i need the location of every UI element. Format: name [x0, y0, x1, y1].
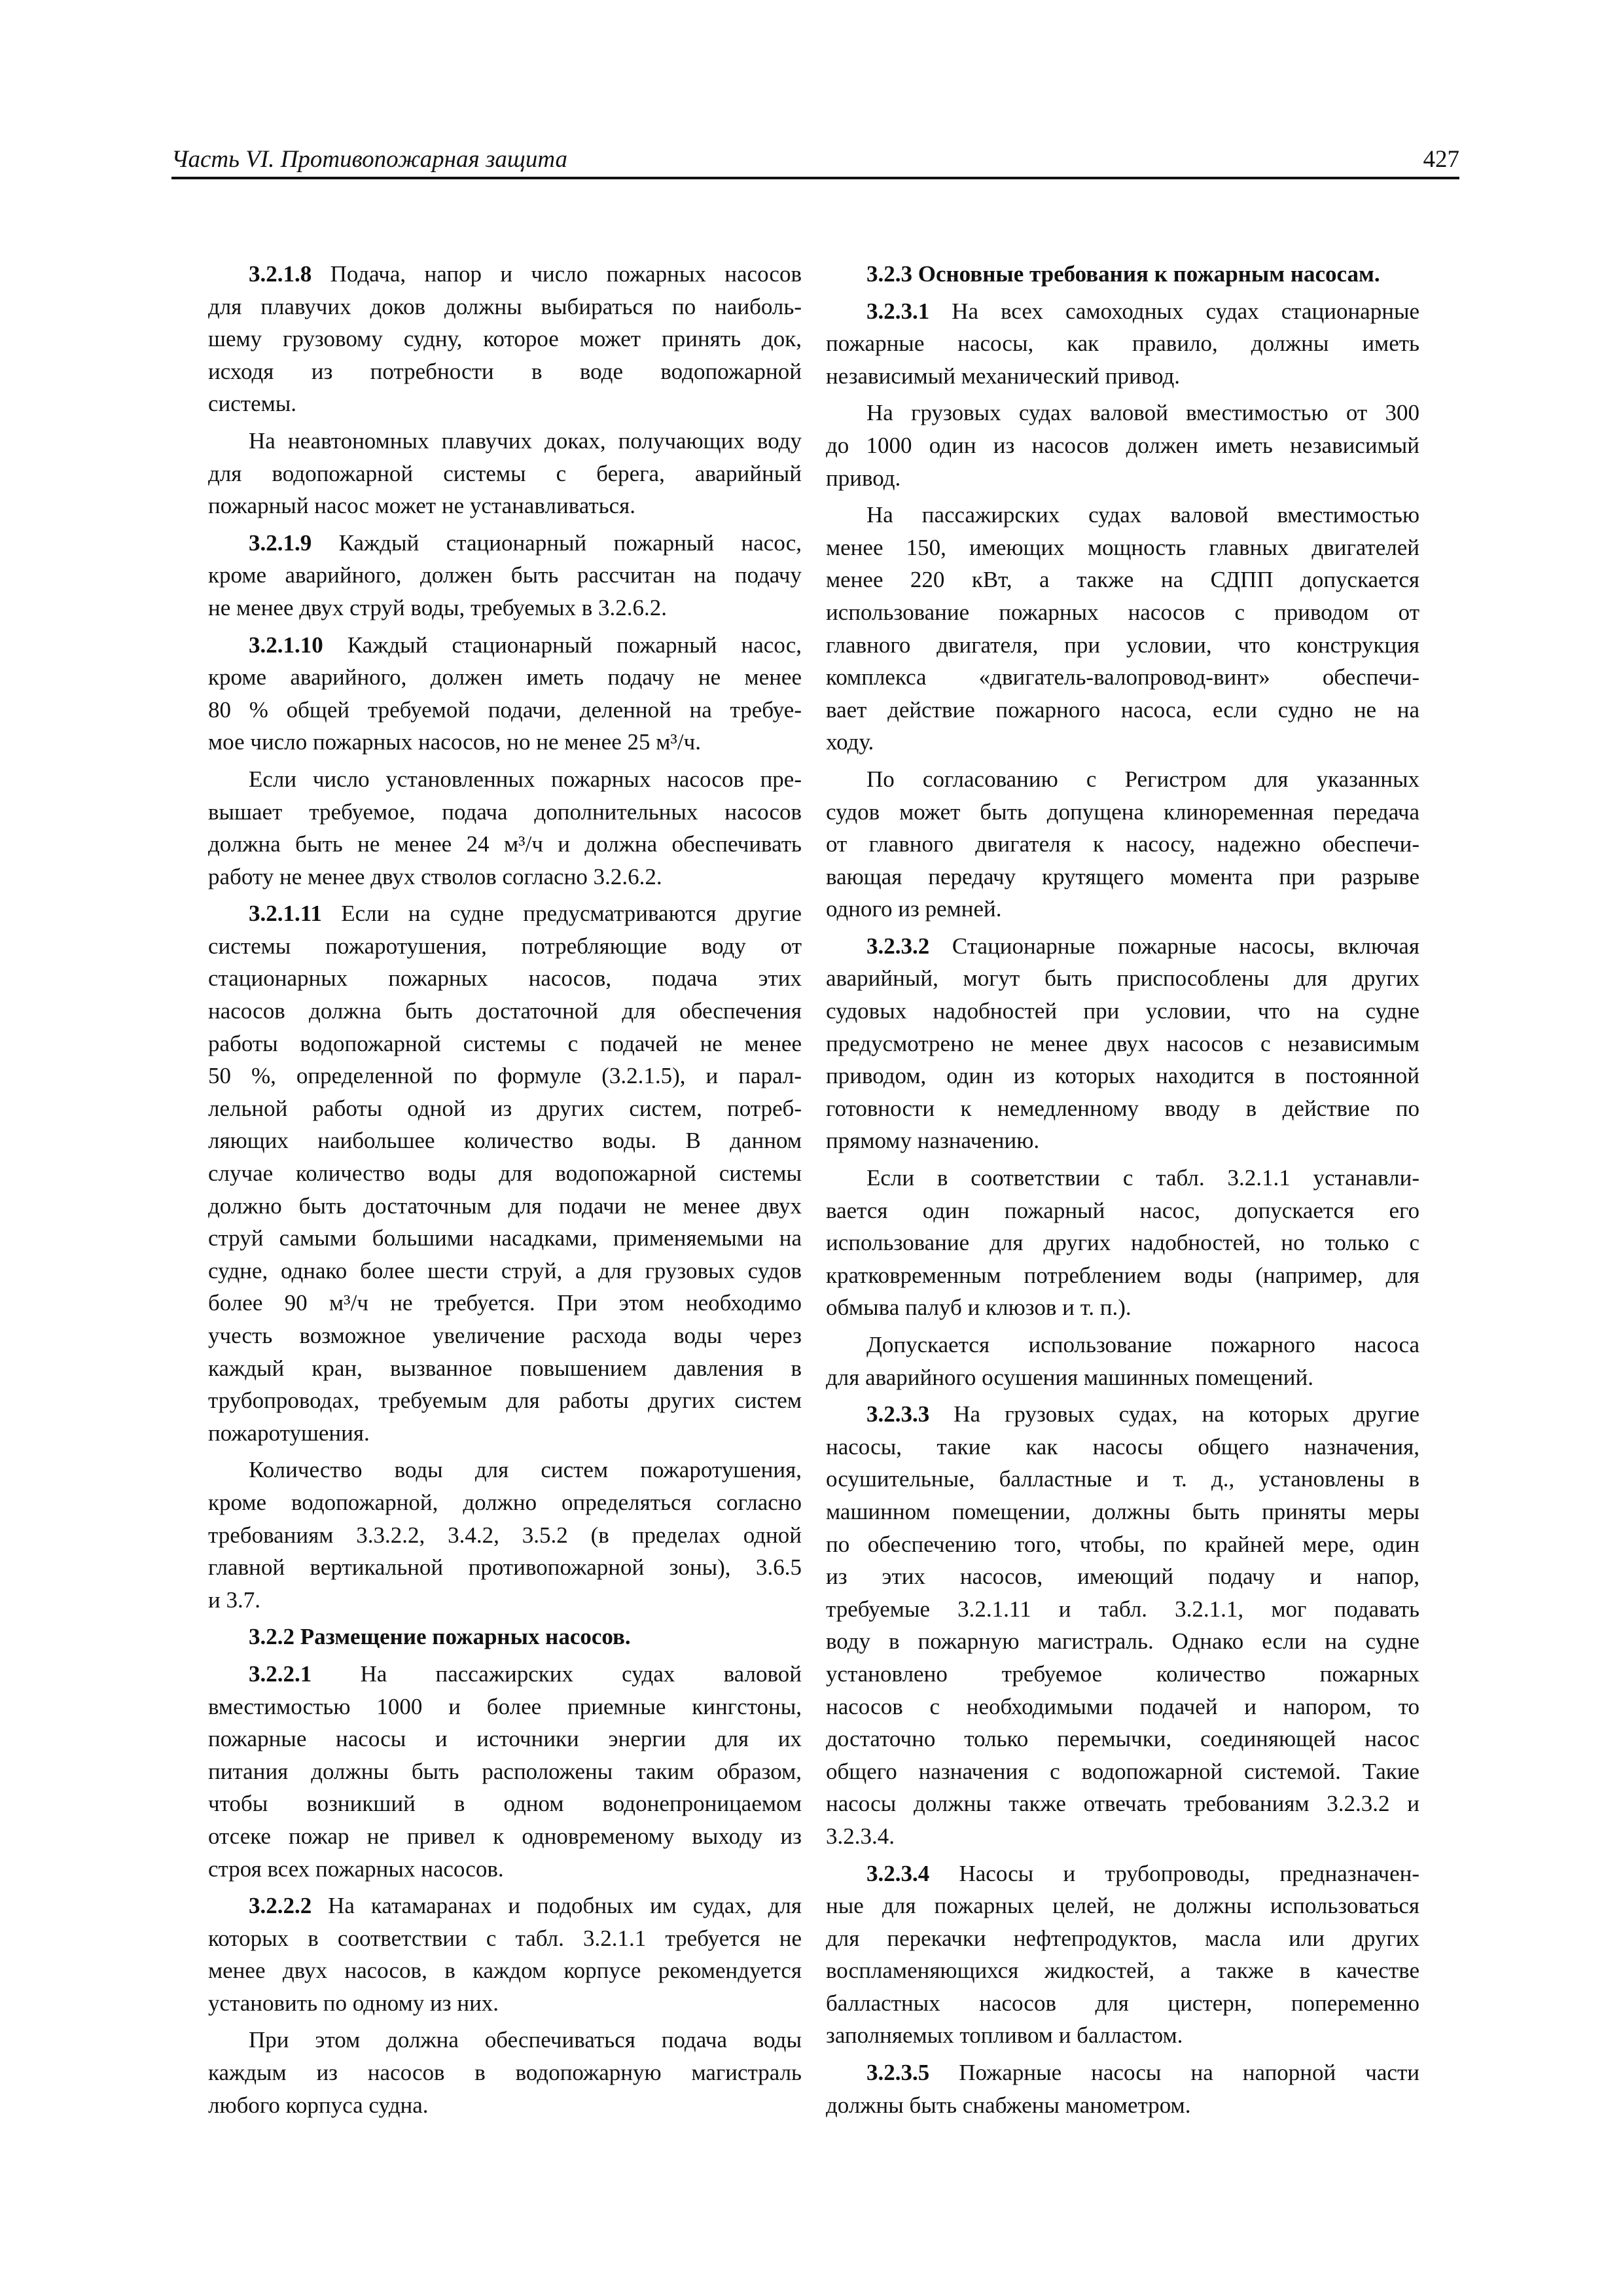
clause-text: Насосы и трубопроводы, предназначен- [929, 1860, 1419, 1886]
text-line: использование для других надобностей, но только с [826, 1230, 1419, 1256]
text-line: машинном помещении, должны быть приняты меры [826, 1498, 1419, 1524]
clause-first-line [826, 295, 1419, 328]
text-line: Допускается использование пожарного насоса [866, 1332, 1419, 1357]
clause-first-line [826, 1857, 1419, 1890]
text-line: ляющих наибольшее количество воды. В данном [208, 1128, 802, 1154]
text-line: достаточно только перемычки, соединяющей насос [826, 1726, 1419, 1752]
text-line: из этих насосов, имеющий подачу и напор, [826, 1564, 1419, 1590]
clause-number: 3.2.3.1 [866, 298, 930, 324]
text-line: предусмотрено не менее двух насосов с независимым [826, 1030, 1419, 1056]
text-line: установлено требуемое количество пожарных [826, 1660, 1419, 1687]
clause-number: 3.2.1.11 [249, 901, 322, 927]
text-line: судовых надобностей при условии, что на судне [826, 998, 1419, 1024]
text-line: вместимостью 1000 и более приемные кингстоны, [208, 1693, 802, 1719]
text-line: питания должны быть расположены таким образом, [208, 1758, 802, 1784]
text-line: вающая передачу крутящего момента при разрыве [826, 863, 1419, 889]
right-column [826, 258, 1419, 2121]
text-line: работу не менее двух стволов согласно 3.2.6.2. [208, 863, 662, 889]
clause-first-line [208, 527, 802, 560]
text-line: общего назначения с водопожарной системой. Такие [826, 1758, 1419, 1784]
clause-text: На грузовых судах, на которых другие [929, 1401, 1419, 1427]
clause-first-line [208, 1658, 802, 1691]
text-line: каждый кран, вызванное повышением давления в [208, 1355, 802, 1381]
text-line: для аварийного осушения машинных помещений. [826, 1364, 1313, 1390]
text-line: для перекачки нефтепродуктов, масла или других [826, 1925, 1419, 1951]
text-line: менее 150, имеющих мощность главных двигателей [826, 534, 1419, 560]
text-line: чтобы возникший в одном водонепроницаемом [208, 1791, 802, 1817]
text-line: насосы, такие как насосы общего назначения, [826, 1433, 1419, 1460]
clause-first-line [826, 2056, 1419, 2089]
text-line: от главного двигателя к насосу, надежно обеспечи- [826, 831, 1419, 857]
text-line: насосов должна быть достаточной для обеспечения [208, 998, 802, 1024]
text-line: стационарных пожарных насосов, подача этих [208, 965, 802, 992]
text-line: системы. [208, 391, 297, 417]
text-line: менее двух насосов, в каждом корпусе рекомендуется [208, 1958, 802, 1984]
text-line: использование пожарных насосов с приводом от [826, 599, 1419, 625]
clause-number: 3.2.3.2 [866, 933, 930, 959]
text-line: отсеке пожар не привел к одновременому выходу из [208, 1823, 802, 1849]
text-line: комплекса «двигатель-валопровод-винт» обеспечи- [826, 664, 1419, 691]
text-line: На неавтономных плавучих доках, получающих воду [249, 427, 802, 454]
clause-text: Стационарные пожарные насосы, включая [929, 933, 1419, 959]
clause-text: На пассажирских судах валовой [312, 1660, 802, 1687]
text-line: вает действие пожарного насоса, если судно не на [826, 696, 1419, 723]
text-line: случае количество воды для водопожарной системы [208, 1160, 802, 1187]
text-line: для водопожарной системы с берега, аварийный [208, 460, 802, 486]
page-header [171, 143, 1459, 177]
text-line: системы пожаротушения, потребляющие воду от [208, 933, 802, 959]
clause-number: 3.2.3.5 [866, 2060, 930, 2086]
clause-first-line [208, 258, 802, 291]
text-line: должна быть не менее 24 м³/ч и должна обеспечивать [208, 831, 802, 857]
clause-first-line [208, 897, 802, 930]
text-line: должно быть достаточным для подачи не менее двух [208, 1193, 802, 1219]
text-line: и 3.7. [208, 1587, 260, 1613]
text-line: приводом, один из которых находится в постоянной [826, 1063, 1419, 1089]
text-line: На грузовых судах валовой вместимостью от 300 [866, 400, 1419, 426]
header-rule [171, 177, 1459, 179]
left-column [208, 258, 802, 2121]
running-title: Часть VI. Противопожарная защита [171, 146, 568, 173]
text-line: учесть возможное увеличение расхода воды через [208, 1323, 802, 1348]
text-line: одного из ремней. [826, 896, 1002, 922]
text-line: трубопроводах, требуемым для работы других систем [208, 1388, 802, 1414]
text-line: кроме аварийного, должен иметь подачу не менее [208, 664, 802, 691]
text-line: осушительные, балластные и т. д., установлены в [826, 1466, 1419, 1492]
text-line: требованиям 3.3.2.2, 3.4.2, 3.5.2 (в пределах одной [208, 1522, 802, 1548]
text-line: кроме водопожарной, должно определяться согласно [208, 1489, 802, 1515]
text-line: пожарные насосы, как правило, должны иметь [826, 331, 1419, 357]
clause-number: 3.2.1.8 [249, 261, 312, 287]
text-line: прямому назначению. [826, 1128, 1040, 1154]
text-line: воду в пожарную магистраль. Однако если на судне [826, 1628, 1419, 1655]
section-heading: 3.2.3 Основные требования к пожарным насосам. [866, 261, 1380, 287]
clause-text: На катамаранах и подобных им судах, для [312, 1893, 802, 1919]
clause-number: 3.2.1.10 [249, 632, 323, 658]
clause-text: Пожарные насосы на напорной части [929, 2060, 1419, 2086]
text-line: до 1000 один из насосов должен иметь независимый [826, 432, 1419, 458]
text-line: ходу. [826, 729, 874, 755]
clause-text: Каждый стационарный пожарный насос, [323, 632, 802, 658]
text-line: исходя из потребности в воде водопожарной [208, 358, 802, 384]
text-line: не менее двух струй воды, требуемых в 3.2.6.2. [208, 594, 668, 620]
text-line: вышает требуемое, подача дополнительных насосов [208, 798, 802, 825]
text-line: привод. [826, 465, 901, 491]
text-line: каждым из насосов в водопожарную магистраль [208, 2060, 802, 2086]
text-line: независимый механический привод. [826, 363, 1181, 389]
text-line: строя всех пожарных насосов. [208, 1856, 504, 1882]
text-line: Если в соответствии с табл. 3.2.1.1 устанавли- [866, 1165, 1419, 1191]
page-number: 427 [1423, 146, 1459, 173]
clause-first-line [826, 1398, 1419, 1431]
text-line: вается один пожарный насос, допускается его [826, 1197, 1419, 1223]
text-line: При этом должна обеспечиваться подача воды [249, 2027, 802, 2053]
text-line: ные для пожарных целей, не должны использоваться [826, 1893, 1419, 1919]
text-line: насосы должны также отвечать требованиям 3.2.3.2 и [826, 1791, 1419, 1817]
text-line: пожаротушения. [208, 1420, 370, 1446]
text-line: любого корпуса судна. [208, 2092, 429, 2118]
clause-number: 3.2.3.4 [866, 1860, 930, 1886]
text-line: Если число установленных пожарных насосов пре- [249, 766, 802, 792]
text-line: более 90 м³/ч не требуется. При этом необходимо [208, 1290, 802, 1316]
clause-number: 3.2.2.1 [249, 1660, 312, 1687]
text-line: готовности к немедленному вводу в действие по [826, 1095, 1419, 1121]
text-line: обмыва палуб и клюзов и т. п.). [826, 1295, 1132, 1321]
clause-first-line [208, 1890, 802, 1922]
text-line: работы водопожарной системы с подачей не менее [208, 1030, 802, 1056]
text-line: судне, однако более шести струй, а для грузовых судов [208, 1257, 802, 1283]
clause-text: На всех самоходных судах стационарные [929, 298, 1419, 324]
text-line: для плавучих доков должны выбираться по наиболь- [208, 293, 802, 319]
text-line: установить по одному из них. [208, 1990, 499, 2016]
text-line: струй самыми большими насадками, применяемыми на [208, 1225, 802, 1251]
text-line: главного двигателя, при условии, что конструкция [826, 632, 1419, 658]
text-line: аварийный, могут быть приспособлены для других [826, 965, 1419, 992]
clause-text: Если на судне предусматриваются другие [321, 901, 802, 927]
clause-text: Каждый стационарный пожарный насос, [312, 529, 802, 556]
text-line: лельной работы одной из других систем, потреб- [208, 1095, 802, 1121]
text-line: балластных насосов для цистерн, попеременно [826, 1990, 1419, 2016]
text-line: шему грузовому судну, которое может принять док, [208, 326, 802, 352]
text-line: по обеспечению того, чтобы, по крайней мере, один [826, 1531, 1419, 1557]
text-line: заполняемых топливом и балластом. [826, 2022, 1183, 2049]
clause-number: 3.2.1.9 [249, 529, 312, 556]
clause-first-line [208, 629, 802, 662]
text-line: 80 % общей требуемой подачи, деленной на требуе- [208, 696, 802, 723]
text-line: насосов с необходимыми подачей и напором, то [826, 1693, 1419, 1719]
text-line: менее 220 кВт, а также на СДПП допускается [826, 567, 1419, 593]
section-heading: 3.2.2 Размещение пожарных насосов. [249, 1624, 631, 1650]
text-line: мое число пожарных насосов, но не менее 25 м³/ч. [208, 729, 701, 755]
text-line: кратковременным потреблением воды (например, для [826, 1262, 1419, 1288]
text-line: 3.2.3.4. [826, 1823, 895, 1849]
text-line: судов может быть допущена клиноременная передача [826, 798, 1419, 825]
text-line: По согласованию с Регистром для указанных [866, 766, 1419, 792]
clause-first-line [826, 930, 1419, 963]
text-line: требуемые 3.2.1.11 и табл. 3.2.1.1, мог подавать [826, 1596, 1419, 1622]
clause-number: 3.2.3.3 [866, 1401, 930, 1427]
text-line: Количество воды для систем пожаротушения, [249, 1457, 802, 1483]
text-line: воспламеняющихся жидкостей, а также в качестве [826, 1958, 1419, 1984]
text-line: 50 %, определенной по формуле (3.2.1.5), и парал- [208, 1063, 802, 1089]
text-line: пожарные насосы и источники энергии для их [208, 1726, 802, 1752]
text-line: главной вертикальной противопожарной зоны), 3.6.5 [208, 1554, 802, 1581]
text-line: пожарный насос может не устанавливаться. [208, 493, 636, 519]
text-line: которых в соответствии с табл. 3.2.1.1 требуется не [208, 1925, 802, 1951]
text-line: кроме аварийного, должен быть рассчитан на подачу [208, 562, 802, 588]
clause-text: Подача, напор и число пожарных насосов [312, 261, 802, 287]
text-line: должны быть снабжены манометром. [826, 2092, 1191, 2118]
clause-number: 3.2.2.2 [249, 1893, 312, 1919]
text-line: На пассажирских судах валовой вместимостью [866, 502, 1419, 528]
